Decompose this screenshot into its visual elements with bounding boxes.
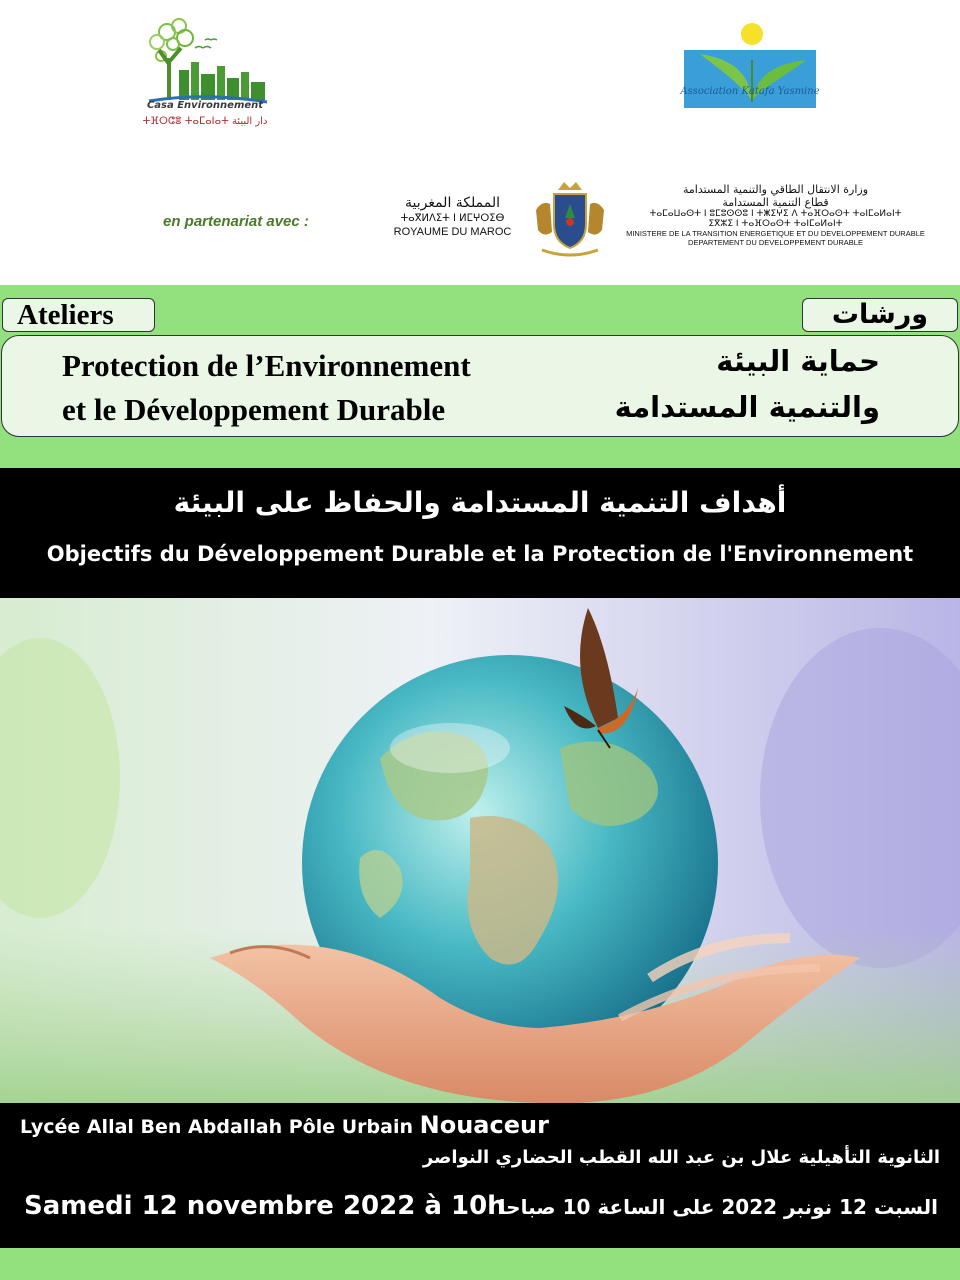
casa-logo-arabic: دار البيئة bbox=[231, 116, 268, 127]
association-logo bbox=[680, 20, 820, 110]
kingdom-french: ROYAUME DU MAROC bbox=[393, 226, 512, 238]
date-arabic: السبت 12 نونبر 2022 على الساعة 10 صباحا bbox=[498, 1195, 938, 1219]
tree-city-icon bbox=[135, 12, 275, 104]
venue-french-city: Nouaceur bbox=[419, 1111, 549, 1139]
ministry-tifinagh-line2: ⵉⴳⵣⵉ ⵏ ⵜⴰⴼⵔⴰⵙⵜ ⵜⴰⵏⵎⴰⵍⴰⵏⵜ bbox=[708, 219, 843, 229]
casa-logo-subtitle bbox=[135, 116, 275, 127]
warshat-label: ورشات bbox=[802, 298, 958, 332]
ateliers-label: Ateliers bbox=[2, 298, 155, 332]
topic-french-line1: Protection de l’Environnement bbox=[62, 348, 471, 383]
ministry-tifinagh-line1: ⵜⴰⵎⴰⵡⴰⵙⵜ ⵏ ⵓⵎⵓⵙⵙⵓ ⵏ ⵜⵥⵉⵖⵉ ⴷ ⵜⴰⴼⵔⴰⵙⵜ ⵜⴰⵏⵎⴰⵍⴰⵏⵜ bbox=[649, 209, 902, 219]
ministry-french-line2: DEPARTEMENT DU DEVELOPPEMENT DURABLE bbox=[688, 238, 863, 247]
workshop-topic-panel bbox=[1, 335, 959, 437]
kingdom-block bbox=[375, 195, 530, 238]
ministry-arabic-line2: قطاع التنمية المستدامة bbox=[722, 196, 829, 209]
venue-french bbox=[20, 1111, 549, 1139]
topic-arabic-line2: والتنمية المستدامة bbox=[614, 390, 880, 424]
event-footer bbox=[0, 1103, 960, 1248]
kingdom-arabic: المملكة المغربية bbox=[404, 195, 501, 211]
association-logo-name: Association Katafa Yasmine bbox=[680, 86, 820, 97]
objectives-title-arabic: أهداف التنمية المستدامة والحفاظ على البيئة bbox=[173, 486, 787, 519]
header bbox=[0, 0, 960, 285]
ministry-french-line1: MINISTERE DE LA TRANSITION ENERGETIQUE ET DU DEVELOPPEMENT DURABLE bbox=[626, 229, 925, 238]
objectives-band bbox=[0, 468, 960, 598]
globe-photo bbox=[0, 598, 960, 1103]
casa-logo-tifinagh: ⵜⴼⵔⵛⴻ ⵜⴰⵎⴰⵏⴰⵜ bbox=[142, 116, 229, 127]
venue-arabic: الثانوية التأهيلية علال بن عبد الله القطب الحضاري النواصر bbox=[422, 1147, 940, 1168]
bottom-green-strip bbox=[0, 1248, 960, 1280]
venue-french-part1: Lycée Allal Ben Abdallah Pôle Urbain bbox=[20, 1116, 420, 1138]
ministry-block bbox=[618, 183, 933, 247]
royal-emblem-icon bbox=[528, 180, 612, 258]
date-french: Samedi 12 novembre 2022 à 10h bbox=[24, 1191, 506, 1221]
casa-environnement-logo bbox=[135, 12, 275, 132]
kingdom-tifinagh: ⵜⴰⴳⵍⴷⵉⵜ ⵏ ⵍⵎⵖⵔⵉⴱ bbox=[400, 213, 505, 224]
ministry-arabic-line1: وزارة الانتقال الطاقي والتنمية المستدامة bbox=[682, 183, 869, 196]
globe-in-hands-illustration bbox=[0, 598, 960, 1103]
separator-green bbox=[0, 440, 960, 468]
partnership-label: en partenariat avec : bbox=[163, 213, 309, 230]
topic-arabic-line1: حماية البيئة bbox=[716, 344, 880, 378]
topic-french-line2: et le Développement Durable bbox=[62, 392, 446, 427]
objectives-title-french: Objectifs du Développement Durable et la Protection de l'Environnement bbox=[46, 542, 914, 566]
casa-logo-name: Casa Environnement bbox=[146, 100, 264, 111]
